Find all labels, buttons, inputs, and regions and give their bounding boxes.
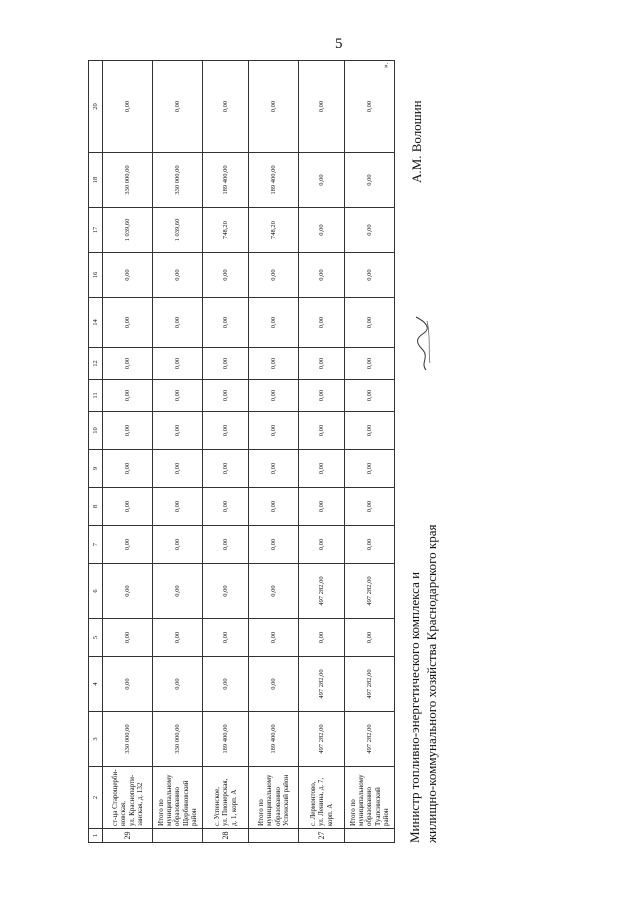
column-number: 8 xyxy=(89,488,103,526)
value-cell: 0,00 xyxy=(203,380,249,412)
value-cell: 0,00 xyxy=(153,619,203,657)
handwritten-signature xyxy=(408,313,436,373)
value-cell: 0,00 xyxy=(299,153,345,208)
row-name xyxy=(153,767,203,829)
row-name-line: занская, д. 132 xyxy=(135,782,144,826)
value-cell: 0,00 xyxy=(299,253,345,298)
value-cell: 0,00 xyxy=(299,526,345,564)
column-number: 5 xyxy=(89,619,103,657)
value-cell: 0,00 xyxy=(103,488,153,526)
row-number: 27 xyxy=(299,829,345,843)
value-cell: 0,00 xyxy=(249,61,299,153)
value-cell: 0,00 xyxy=(153,348,203,380)
row-number xyxy=(345,829,395,843)
table-row xyxy=(153,61,203,843)
value-cell: 0,00 xyxy=(249,657,299,712)
value-cell: 0,00 xyxy=(153,564,203,619)
row-name-line: образованию xyxy=(273,787,282,826)
value-cell: 0,00 xyxy=(153,380,203,412)
row-name-line: муниципальному xyxy=(357,774,366,826)
row-name-line: Щербиновский район xyxy=(181,780,198,826)
value-cell: 0,00 xyxy=(153,253,203,298)
column-number: 12 xyxy=(89,348,103,380)
value-cell: 330 000,00 xyxy=(103,153,153,208)
value-cell: 0,00 xyxy=(153,61,203,153)
value-cell: 0,00 xyxy=(249,380,299,412)
value-cell: 0,00 xyxy=(203,348,249,380)
value-cell: 0,00 xyxy=(153,488,203,526)
value-cell: 0,00 xyxy=(203,412,249,450)
minister-title xyxy=(406,343,440,843)
value-cell: 0,00 xyxy=(153,412,203,450)
value-cell: 0,00 xyxy=(153,657,203,712)
value-cell: 189 400,00 xyxy=(203,153,249,208)
closing-quote-mark: ». xyxy=(382,62,390,68)
value-cell: 0,00 xyxy=(299,298,345,348)
value-cell: 0,00 xyxy=(249,526,299,564)
value-cell: 497 282,00 xyxy=(299,657,345,712)
value-cell: 0,00 xyxy=(345,619,395,657)
page-number: 5 xyxy=(335,36,343,52)
column-number: 10 xyxy=(89,412,103,450)
value-cell: 189 400,00 xyxy=(203,712,249,767)
row-name-line: ст-ца Старощерби- xyxy=(111,769,120,826)
value-cell: 0,00 xyxy=(103,61,153,153)
value-cell: 0,00 xyxy=(249,298,299,348)
row-name-line: муниципальному xyxy=(165,774,174,826)
table-row xyxy=(103,61,153,843)
value-cell: 0,00 xyxy=(103,253,153,298)
value-cell: 0,00 xyxy=(203,450,249,488)
table-row xyxy=(249,61,299,843)
row-name-line: ул. Пионерская, xyxy=(221,778,230,826)
row-number: 29 xyxy=(103,829,153,843)
value-cell: 497 282,00 xyxy=(345,657,395,712)
row-number: 28 xyxy=(203,829,249,843)
value-cell: 0,00 xyxy=(153,298,203,348)
value-cell: 330 000,00 xyxy=(103,712,153,767)
column-number: 9 xyxy=(89,450,103,488)
row-name-line: ул. Ленина, д. 7, xyxy=(317,777,326,826)
row-name xyxy=(203,767,249,829)
column-number: 2 xyxy=(89,767,103,829)
value-cell: 189 400,00 xyxy=(249,153,299,208)
row-name-line: новская, xyxy=(119,801,128,826)
value-cell: 0,00 xyxy=(299,61,345,153)
value-cell: 0,00 xyxy=(345,153,395,208)
value-cell: 0,00 xyxy=(203,619,249,657)
row-name xyxy=(345,767,395,829)
value-cell: 0,00 xyxy=(299,619,345,657)
value-cell: 0,00 xyxy=(249,488,299,526)
row-name-line: Итого по xyxy=(349,799,358,826)
value-cell: 0,00 xyxy=(249,450,299,488)
row-name-line: образованию xyxy=(173,787,182,826)
row-name xyxy=(249,767,299,829)
value-cell: 330 000,00 xyxy=(153,153,203,208)
minister-title-line-1: Министр топливно-энергетического комплекса и xyxy=(407,571,422,843)
value-cell: 497 282,00 xyxy=(345,564,395,619)
value-cell: 0,00 xyxy=(103,412,153,450)
value-cell: 748,20 xyxy=(203,208,249,253)
value-cell: 0,00 xyxy=(203,298,249,348)
value-cell: 0,00 xyxy=(345,526,395,564)
value-cell: 0,00 xyxy=(103,348,153,380)
value-cell: 0,00 xyxy=(249,564,299,619)
value-cell: 0,00 xyxy=(345,61,395,153)
value-cell: 0,00 xyxy=(203,253,249,298)
minister-name: А.М. Волошин xyxy=(409,100,424,183)
row-name-line: Успенский район xyxy=(281,774,290,826)
column-number-row xyxy=(89,61,103,843)
column-number: 16 xyxy=(89,253,103,298)
column-number: 11 xyxy=(89,380,103,412)
row-name-line: Итого по xyxy=(257,799,266,826)
row-name-line: Туапсинский район xyxy=(373,787,390,826)
value-cell: 330 000,00 xyxy=(153,712,203,767)
row-name-line: ул. Краснопарти- xyxy=(127,774,136,826)
value-cell: 0,00 xyxy=(345,380,395,412)
value-cell: 497 282,00 xyxy=(299,712,345,767)
column-number: 17 xyxy=(89,208,103,253)
value-cell: 0,00 xyxy=(203,564,249,619)
value-cell: 0,00 xyxy=(203,526,249,564)
value-cell: 0,00 xyxy=(103,298,153,348)
value-cell: 189 400,00 xyxy=(249,712,299,767)
row-number xyxy=(249,829,299,843)
value-cell: 497 282,00 xyxy=(299,564,345,619)
row-name-line: с. Лермонтово, xyxy=(309,781,318,826)
value-cell: 0,00 xyxy=(345,450,395,488)
column-number: 20 xyxy=(89,61,103,153)
value-cell: 0,00 xyxy=(103,619,153,657)
value-cell: 0,00 xyxy=(153,450,203,488)
row-name xyxy=(299,767,345,829)
row-name-line: Итого по xyxy=(157,799,166,826)
value-cell: 0,00 xyxy=(345,412,395,450)
row-name-line: д. 1, корп. А xyxy=(229,789,238,826)
value-cell: 0,00 xyxy=(203,488,249,526)
budget-table xyxy=(88,60,395,843)
value-cell: 1 039,60 xyxy=(103,208,153,253)
value-cell: 0,00 xyxy=(103,526,153,564)
value-cell: 0,00 xyxy=(299,450,345,488)
value-cell: 0,00 xyxy=(345,298,395,348)
table-row xyxy=(345,61,395,843)
row-name-line: корп. А xyxy=(325,803,334,826)
value-cell: 0,00 xyxy=(345,348,395,380)
value-cell: 0,00 xyxy=(103,564,153,619)
minister-title-line-2: жилищно-коммунального хозяйства Краснодарского края xyxy=(424,524,439,843)
table-row xyxy=(203,61,249,843)
value-cell: 0,00 xyxy=(153,526,203,564)
value-cell: 0,00 xyxy=(299,380,345,412)
value-cell: 0,00 xyxy=(299,488,345,526)
row-number xyxy=(153,829,203,843)
column-number: 6 xyxy=(89,564,103,619)
value-cell: 0,00 xyxy=(103,450,153,488)
value-cell: 0,00 xyxy=(299,348,345,380)
value-cell: 0,00 xyxy=(345,208,395,253)
row-name-line: муниципальному xyxy=(265,774,274,826)
column-number: 7 xyxy=(89,526,103,564)
column-number: 18 xyxy=(89,153,103,208)
value-cell: 0,00 xyxy=(345,488,395,526)
column-number: 4 xyxy=(89,657,103,712)
value-cell: 0,00 xyxy=(103,657,153,712)
column-number: 3 xyxy=(89,712,103,767)
value-cell: 0,00 xyxy=(103,380,153,412)
value-cell: 0,00 xyxy=(249,412,299,450)
value-cell: 0,00 xyxy=(345,253,395,298)
value-cell: 0,00 xyxy=(299,412,345,450)
row-name-line: с. Успенское, xyxy=(213,786,222,826)
value-cell: 0,00 xyxy=(203,61,249,153)
column-number: 14 xyxy=(89,298,103,348)
value-cell: 0,00 xyxy=(249,619,299,657)
value-cell: 0,00 xyxy=(299,208,345,253)
column-number: 1 xyxy=(89,829,103,843)
value-cell: 0,00 xyxy=(249,253,299,298)
value-cell: 0,00 xyxy=(203,657,249,712)
table-row xyxy=(299,61,345,843)
value-cell: 1 039,60 xyxy=(153,208,203,253)
row-name xyxy=(103,767,153,829)
value-cell: 0,00 xyxy=(249,348,299,380)
value-cell: 497 282,00 xyxy=(345,712,395,767)
value-cell: 748,20 xyxy=(249,208,299,253)
rotated-page-content xyxy=(88,61,439,843)
row-name-line: образованию xyxy=(365,787,374,826)
